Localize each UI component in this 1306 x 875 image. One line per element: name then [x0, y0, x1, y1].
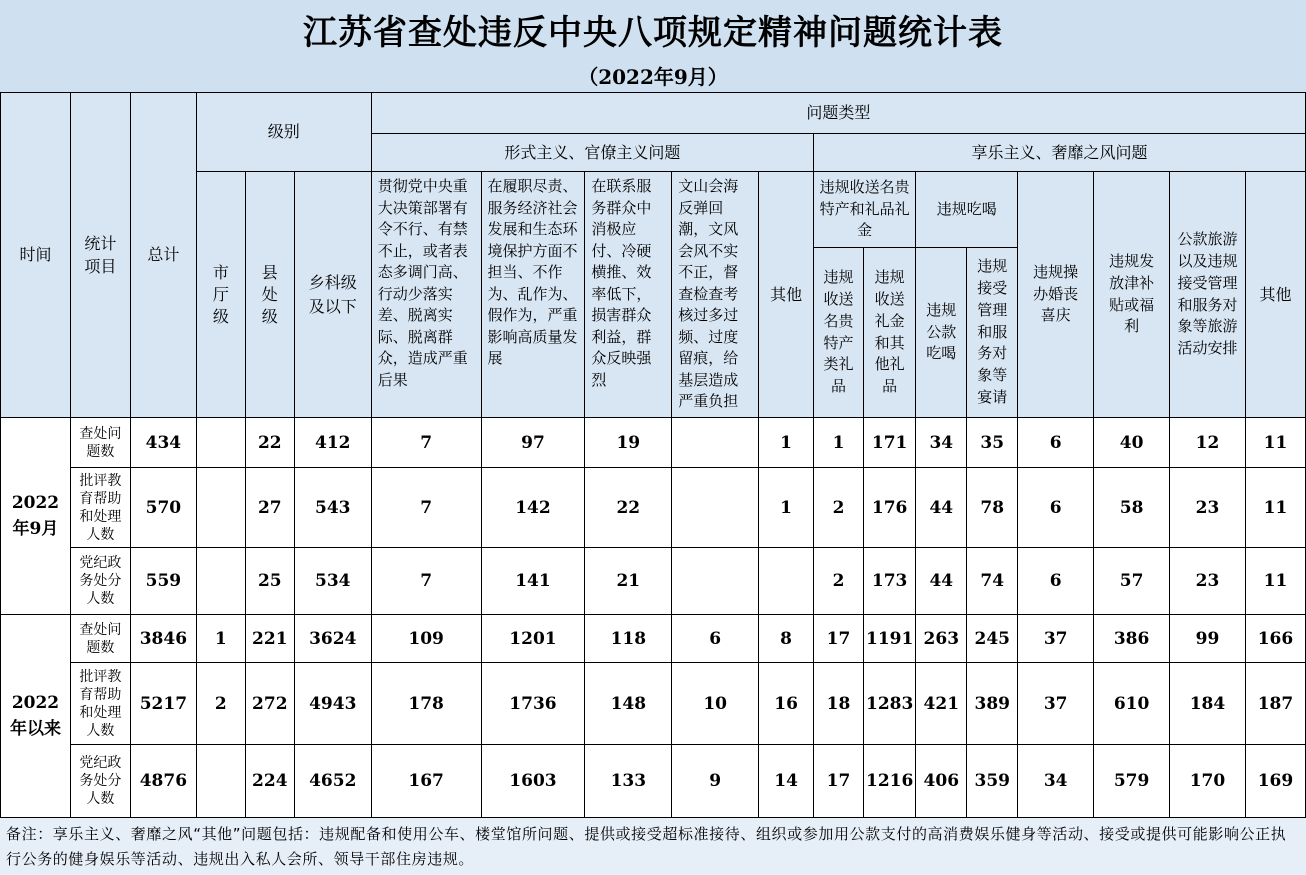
cell: 1 — [814, 418, 864, 468]
cell — [196, 745, 245, 818]
cell: 1283 — [863, 663, 915, 745]
cell: 2 — [196, 663, 245, 745]
cell: 34 — [1018, 745, 1094, 818]
table-row — [1, 468, 1306, 548]
cell: 1 — [759, 468, 814, 548]
cell: 27 — [245, 468, 294, 548]
header-hedonism-1: 违规收送名贵特产类礼品 — [814, 248, 864, 418]
cell: 171 — [863, 418, 915, 468]
cell — [672, 548, 759, 615]
header-problem-type: 问题类型 — [371, 93, 1305, 134]
cell: 10 — [672, 663, 759, 745]
header-total: 总计 — [130, 93, 196, 418]
page-subtitle: （2022年9月） — [0, 58, 1306, 92]
header-gift-group: 违规收送名贵特产和礼品礼金 — [814, 172, 916, 248]
row-label: 党纪政务处分人数 — [70, 745, 130, 818]
header-hedonism-6: 违规发放津补贴或福利 — [1094, 172, 1170, 418]
cell — [672, 418, 759, 468]
cell: 1191 — [863, 615, 915, 663]
cell: 184 — [1170, 663, 1246, 745]
cell: 1 — [759, 418, 814, 468]
header-hedonism-3: 违规公款吃喝 — [916, 248, 967, 418]
cell — [759, 548, 814, 615]
cell: 167 — [371, 745, 481, 818]
header-level: 级别 — [196, 93, 371, 172]
cell: 169 — [1245, 745, 1305, 818]
cell: 18 — [814, 663, 864, 745]
cell — [196, 468, 245, 548]
cell: 224 — [245, 745, 294, 818]
cell — [672, 468, 759, 548]
cell: 12 — [1170, 418, 1246, 468]
cell: 221 — [245, 615, 294, 663]
cell: 7 — [371, 548, 481, 615]
cell: 57 — [1094, 548, 1170, 615]
header-hedonism-4: 违规接受管理和服务对象等宴请 — [967, 248, 1018, 418]
cell: 78 — [967, 468, 1018, 548]
cell: 17 — [814, 745, 864, 818]
cell: 11 — [1245, 548, 1305, 615]
header-formalism-3: 在联系服务群众中消极应付、冷硬横推、效率低下，损害群众利益，群众反映强烈 — [585, 172, 672, 418]
cell: 6 — [672, 615, 759, 663]
cell: 118 — [585, 615, 672, 663]
cell: 22 — [245, 418, 294, 468]
cell: 534 — [294, 548, 371, 615]
cell: 17 — [814, 615, 864, 663]
header-hedonism: 享乐主义、奢靡之风问题 — [814, 134, 1306, 172]
cell: 11 — [1245, 418, 1305, 468]
cell: 25 — [245, 548, 294, 615]
cell: 37 — [1018, 615, 1094, 663]
row-label: 查处问题数 — [70, 615, 130, 663]
header-county-level: 县处级 — [245, 172, 294, 418]
header-formalism-4: 文山会海反弹回潮，文风会风不实不正，督查检查考核过多过频、过度留痕，给基层造成严重负担 — [672, 172, 759, 418]
header-formalism-1: 贯彻党中央重大决策部署有令不行、有禁不止，或者表态多调门高、行动少落实差、脱离实际、脱离群众，造成严重后果 — [371, 172, 481, 418]
cell: 421 — [916, 663, 967, 745]
cell: 412 — [294, 418, 371, 468]
header-hedonism-7: 公款旅游以及违规接受管理和服务对象等旅游活动安排 — [1170, 172, 1246, 418]
cell: 21 — [585, 548, 672, 615]
cell: 187 — [1245, 663, 1305, 745]
cell: 389 — [967, 663, 1018, 745]
cell: 359 — [967, 745, 1018, 818]
cell: 16 — [759, 663, 814, 745]
cell: 37 — [1018, 663, 1094, 745]
cell: 1603 — [481, 745, 585, 818]
cell: 3624 — [294, 615, 371, 663]
cell: 9 — [672, 745, 759, 818]
cell: 74 — [967, 548, 1018, 615]
cell: 99 — [1170, 615, 1246, 663]
cell: 148 — [585, 663, 672, 745]
cell: 4943 — [294, 663, 371, 745]
table-row — [1, 745, 1306, 818]
cell: 141 — [481, 548, 585, 615]
cell: 35 — [967, 418, 1018, 468]
header-eat-group: 违规吃喝 — [916, 172, 1018, 248]
row-label: 批评教育帮助和处理人数 — [70, 663, 130, 745]
cell: 1736 — [481, 663, 585, 745]
cell: 6 — [1018, 468, 1094, 548]
cell: 7 — [371, 468, 481, 548]
header-time: 时间 — [1, 93, 71, 418]
header-formalism: 形式主义、官僚主义问题 — [371, 134, 813, 172]
cell — [196, 418, 245, 468]
cell: 19 — [585, 418, 672, 468]
cell: 272 — [245, 663, 294, 745]
cell: 44 — [916, 468, 967, 548]
header-formalism-2: 在履职尽责、服务经济社会发展和生态环境保护方面不担当、不作为、乱作为、假作为，严重影响高质量发展 — [481, 172, 585, 418]
cell: 8 — [759, 615, 814, 663]
table-row — [1, 615, 1306, 663]
cell: 2 — [814, 548, 864, 615]
cell: 34 — [916, 418, 967, 468]
cell: 570 — [130, 468, 196, 548]
table-row — [1, 663, 1306, 745]
cell: 6 — [1018, 418, 1094, 468]
row-label: 党纪政务处分人数 — [70, 548, 130, 615]
header-city-level: 市厅级 — [196, 172, 245, 418]
cell: 3846 — [130, 615, 196, 663]
cell: 23 — [1170, 548, 1246, 615]
cell: 579 — [1094, 745, 1170, 818]
cell: 263 — [916, 615, 967, 663]
cell: 22 — [585, 468, 672, 548]
row-label: 批评教育帮助和处理人数 — [70, 468, 130, 548]
cell: 109 — [371, 615, 481, 663]
cell: 40 — [1094, 418, 1170, 468]
cell: 23 — [1170, 468, 1246, 548]
cell: 11 — [1245, 468, 1305, 548]
cell: 58 — [1094, 468, 1170, 548]
cell: 245 — [967, 615, 1018, 663]
cell: 173 — [863, 548, 915, 615]
header-item: 统计项目 — [70, 93, 130, 418]
statistics-table — [0, 92, 1306, 818]
cell: 176 — [863, 468, 915, 548]
cell: 1201 — [481, 615, 585, 663]
cell: 559 — [130, 548, 196, 615]
cell — [196, 548, 245, 615]
row-label: 查处问题数 — [70, 418, 130, 468]
time-label: 2022年以来 — [1, 615, 71, 818]
header-formalism-other: 其他 — [759, 172, 814, 418]
cell: 2 — [814, 468, 864, 548]
cell: 6 — [1018, 548, 1094, 615]
footnote: 备注：享乐主义、奢靡之风“其他”问题包括：违规配备和使用公车、楼堂馆所问题、提供或接受超标准接待、组织或参加用公款支付的高消费娱乐健身等活动、接受或提供可能影响公正执行公务的健身娱乐等活动、违规出入私人会所、领导干部住房违规。 — [0, 817, 1306, 875]
cell: 4652 — [294, 745, 371, 818]
cell: 386 — [1094, 615, 1170, 663]
cell: 4876 — [130, 745, 196, 818]
header-hedonism-5: 违规操办婚丧喜庆 — [1018, 172, 1094, 418]
header-hedonism-other: 其他 — [1245, 172, 1305, 418]
cell: 142 — [481, 468, 585, 548]
cell: 610 — [1094, 663, 1170, 745]
header-hedonism-2: 违规收送礼金和其他礼品 — [863, 248, 915, 418]
cell: 7 — [371, 418, 481, 468]
cell: 97 — [481, 418, 585, 468]
cell: 166 — [1245, 615, 1305, 663]
cell: 14 — [759, 745, 814, 818]
cell: 1216 — [863, 745, 915, 818]
time-label: 2022年9月 — [1, 418, 71, 615]
page-title: 江苏省查处违反中央八项规定精神问题统计表 — [0, 0, 1306, 58]
cell: 434 — [130, 418, 196, 468]
cell: 5217 — [130, 663, 196, 745]
header-town-level: 乡科级及以下 — [294, 172, 371, 418]
cell: 543 — [294, 468, 371, 548]
cell: 133 — [585, 745, 672, 818]
table-row — [1, 548, 1306, 615]
cell: 178 — [371, 663, 481, 745]
cell: 1 — [196, 615, 245, 663]
cell: 44 — [916, 548, 967, 615]
table-row — [1, 418, 1306, 468]
cell: 406 — [916, 745, 967, 818]
cell: 170 — [1170, 745, 1246, 818]
